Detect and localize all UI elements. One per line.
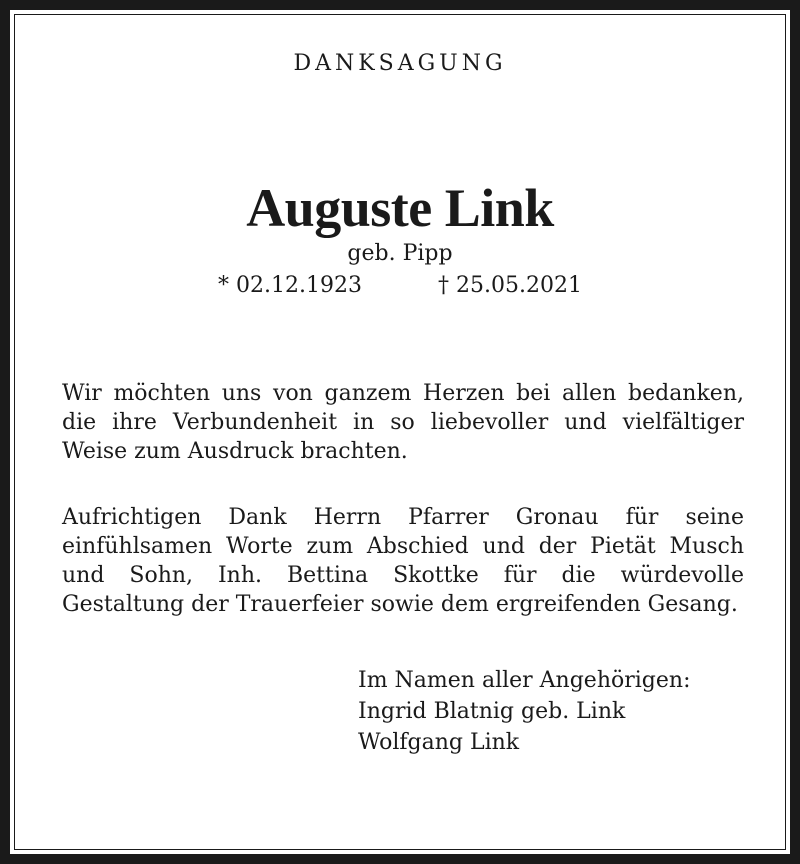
notice-heading: DANKSAGUNG bbox=[293, 51, 507, 76]
thanks-paragraph-2: Aufrichtigen Dank Herrn Pfarrer Gronau für seine einfühlsamen Worte zum Abschied und der Pietät Musch und Sohn, Inh. Bettina Skottke für die würdevolle Gestaltung der Trauerfeier sowie dem ergreifenden Gesang. bbox=[62, 505, 744, 617]
birth-date: * 02.12.1923 bbox=[218, 273, 362, 298]
maiden-name: geb. Pipp bbox=[347, 241, 453, 266]
notice-border bbox=[14, 14, 786, 850]
death-date: † 25.05.2021 bbox=[438, 273, 582, 298]
signature-name-2: Wolfgang Link bbox=[358, 730, 520, 755]
thanks-paragraph-1: Wir möchten uns von ganzem Herzen bei allen bedanken, die ihre Verbundenheit in so liebevoller und vielfältiger Weise zum Ausdruck brachten. bbox=[62, 381, 744, 464]
life-dates bbox=[15, 273, 785, 298]
notice-inner bbox=[10, 10, 790, 854]
signature-name-1: Ingrid Blatnig geb. Link bbox=[358, 699, 626, 724]
signature-block bbox=[358, 665, 690, 758]
signature-intro: Im Namen aller Angehörigen: bbox=[358, 668, 691, 693]
deceased-name: Auguste Link bbox=[246, 178, 554, 238]
